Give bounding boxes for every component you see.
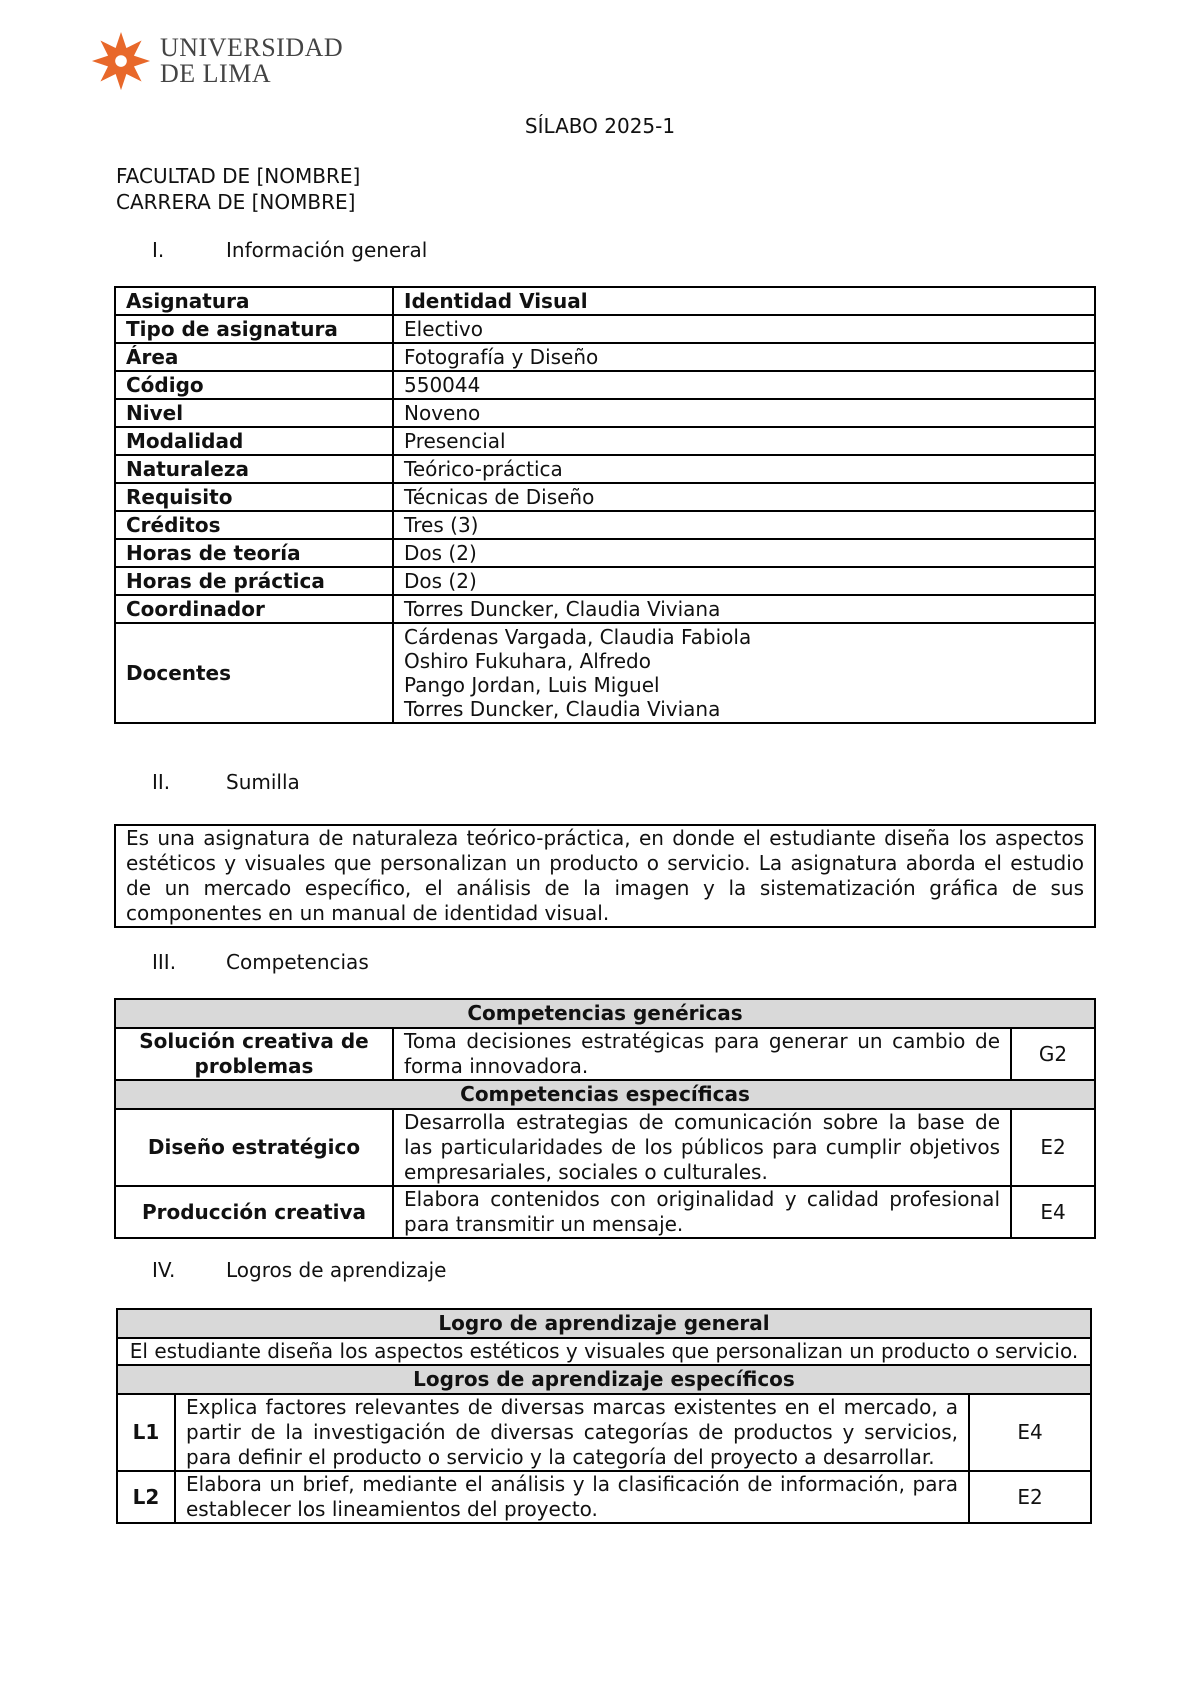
- logro-id: L2: [117, 1471, 175, 1523]
- competencia-name: Producción creativa: [115, 1186, 393, 1238]
- info-row: [115, 315, 1095, 343]
- section-title: Logros de aprendizaje: [226, 1258, 447, 1282]
- info-value: Electivo: [393, 315, 1095, 343]
- info-key: Área: [115, 343, 393, 371]
- sun-star-icon: [90, 30, 152, 92]
- info-row: [115, 567, 1095, 595]
- competencias-table: [114, 998, 1096, 1239]
- info-value: Identidad Visual: [393, 287, 1095, 315]
- info-row: [115, 399, 1095, 427]
- info-value: Torres Duncker, Claudia Viviana: [393, 595, 1095, 623]
- info-key: Créditos: [115, 511, 393, 539]
- competencia-desc: Elabora contenidos con originalidad y calidad profesional para transmitir un mensaje.: [393, 1186, 1011, 1238]
- logro-row: [117, 1471, 1091, 1523]
- info-key: Coordinador: [115, 595, 393, 623]
- logro-code: E2: [969, 1471, 1091, 1523]
- logro-code: E4: [969, 1394, 1091, 1471]
- info-row: [115, 511, 1095, 539]
- docente: Cárdenas Vargada, Claudia Fabiola: [404, 625, 752, 649]
- competencia-name: Diseño estratégico: [115, 1109, 393, 1186]
- competencia-desc: Desarrolla estrategias de comunicación sobre la base de las particularidades de los públicos para cumplir objetivos empresariales, sociales o culturales.: [393, 1109, 1011, 1186]
- info-key: Asignatura: [115, 287, 393, 315]
- section-title: Información general: [226, 238, 428, 262]
- info-key: Naturaleza: [115, 455, 393, 483]
- competencia-code: E4: [1011, 1186, 1095, 1238]
- document-title: SÍLABO 2025-1: [524, 114, 676, 138]
- info-row: [115, 371, 1095, 399]
- logro-general-header: Logro de aprendizaje general: [117, 1309, 1091, 1338]
- info-value: Fotografía y Diseño: [393, 343, 1095, 371]
- section-heading-3: [152, 950, 369, 974]
- docentes-list: [393, 623, 1095, 723]
- general-info-table: [114, 286, 1096, 724]
- logo-line-2: DE LIMA: [160, 59, 272, 88]
- sumilla-table: [114, 824, 1096, 928]
- competencia-desc: Toma decisiones estratégicas para generar un cambio de forma innovadora.: [393, 1028, 1011, 1080]
- info-key: Código: [115, 371, 393, 399]
- info-value: Teórico-práctica: [393, 455, 1095, 483]
- competencia-row: [115, 1186, 1095, 1238]
- docentes-row: [115, 623, 1095, 723]
- career-name: CARRERA DE [NOMBRE]: [116, 190, 356, 214]
- section-number: III.: [152, 950, 177, 974]
- info-value: Presencial: [393, 427, 1095, 455]
- info-value: Tres (3): [393, 511, 1095, 539]
- info-row: [115, 483, 1095, 511]
- info-row: [115, 287, 1095, 315]
- logro-desc: Elabora un brief, mediante el análisis y la clasificación de información, para establecer los lineamientos del proyecto.: [175, 1471, 969, 1523]
- docente: Torres Duncker, Claudia Viviana: [404, 697, 721, 721]
- info-key: Horas de práctica: [115, 567, 393, 595]
- info-key: Horas de teoría: [115, 539, 393, 567]
- section-number: II.: [152, 770, 171, 794]
- info-value: Noveno: [393, 399, 1095, 427]
- info-key: Requisito: [115, 483, 393, 511]
- logo-wordmark: [160, 35, 343, 87]
- faculty-block: [116, 163, 360, 215]
- info-row: [115, 343, 1095, 371]
- docente: Oshiro Fukuhara, Alfredo: [404, 649, 651, 673]
- competencia-name: Solución creativa de problemas: [115, 1028, 393, 1080]
- competencia-code: E2: [1011, 1109, 1095, 1186]
- logro-id: L1: [117, 1394, 175, 1471]
- genericas-header: Competencias genéricas: [115, 999, 1095, 1028]
- logro-general-text: El estudiante diseña los aspectos estéticos y visuales que personalizan un producto o servicio.: [117, 1338, 1091, 1365]
- info-key: Tipo de asignatura: [115, 315, 393, 343]
- section-number: IV.: [152, 1258, 176, 1282]
- sumilla-text: Es una asignatura de naturaleza teórico-práctica, en donde el estudiante diseña los aspectos estéticos y visuales que personalizan un producto o servicio. La asignatura aborda el estudio de un mercado específico, el análisis de la imagen y la sistematización gráfica de sus componentes en un manual de identidad visual.: [115, 825, 1095, 927]
- section-heading-1: [152, 238, 427, 262]
- info-value: Dos (2): [393, 567, 1095, 595]
- info-key: Docentes: [115, 623, 393, 723]
- logros-table: [116, 1308, 1092, 1524]
- logro-row: [117, 1394, 1091, 1471]
- section-title: Competencias: [226, 950, 369, 974]
- section-number: I.: [152, 238, 165, 262]
- competencia-code: G2: [1011, 1028, 1095, 1080]
- info-row: [115, 595, 1095, 623]
- section-heading-2: [152, 770, 300, 794]
- competencia-row: [115, 1028, 1095, 1080]
- info-value: 550044: [393, 371, 1095, 399]
- docente: Pango Jordan, Luis Miguel: [404, 673, 660, 697]
- section-heading-4: [152, 1258, 446, 1282]
- info-row: [115, 455, 1095, 483]
- logro-desc: Explica factores relevantes de diversas marcas existentes en el mercado, a partir de la investigación de diversas categorías de productos y servicios, para definir el producto o servicio y la categoría del proyecto a desarrollar.: [175, 1394, 969, 1471]
- info-value: Dos (2): [393, 539, 1095, 567]
- info-row: [115, 539, 1095, 567]
- logros-especificos-header: Logros de aprendizaje específicos: [117, 1365, 1091, 1394]
- especificas-header: Competencias específicas: [115, 1080, 1095, 1109]
- faculty-name: FACULTAD DE [NOMBRE]: [116, 164, 361, 188]
- logo-line-1: UNIVERSIDAD: [160, 33, 344, 62]
- info-key: Nivel: [115, 399, 393, 427]
- info-key: Modalidad: [115, 427, 393, 455]
- university-logo: [90, 30, 343, 92]
- section-title: Sumilla: [226, 770, 300, 794]
- info-value: Técnicas de Diseño: [393, 483, 1095, 511]
- competencia-row: [115, 1109, 1095, 1186]
- info-row: [115, 427, 1095, 455]
